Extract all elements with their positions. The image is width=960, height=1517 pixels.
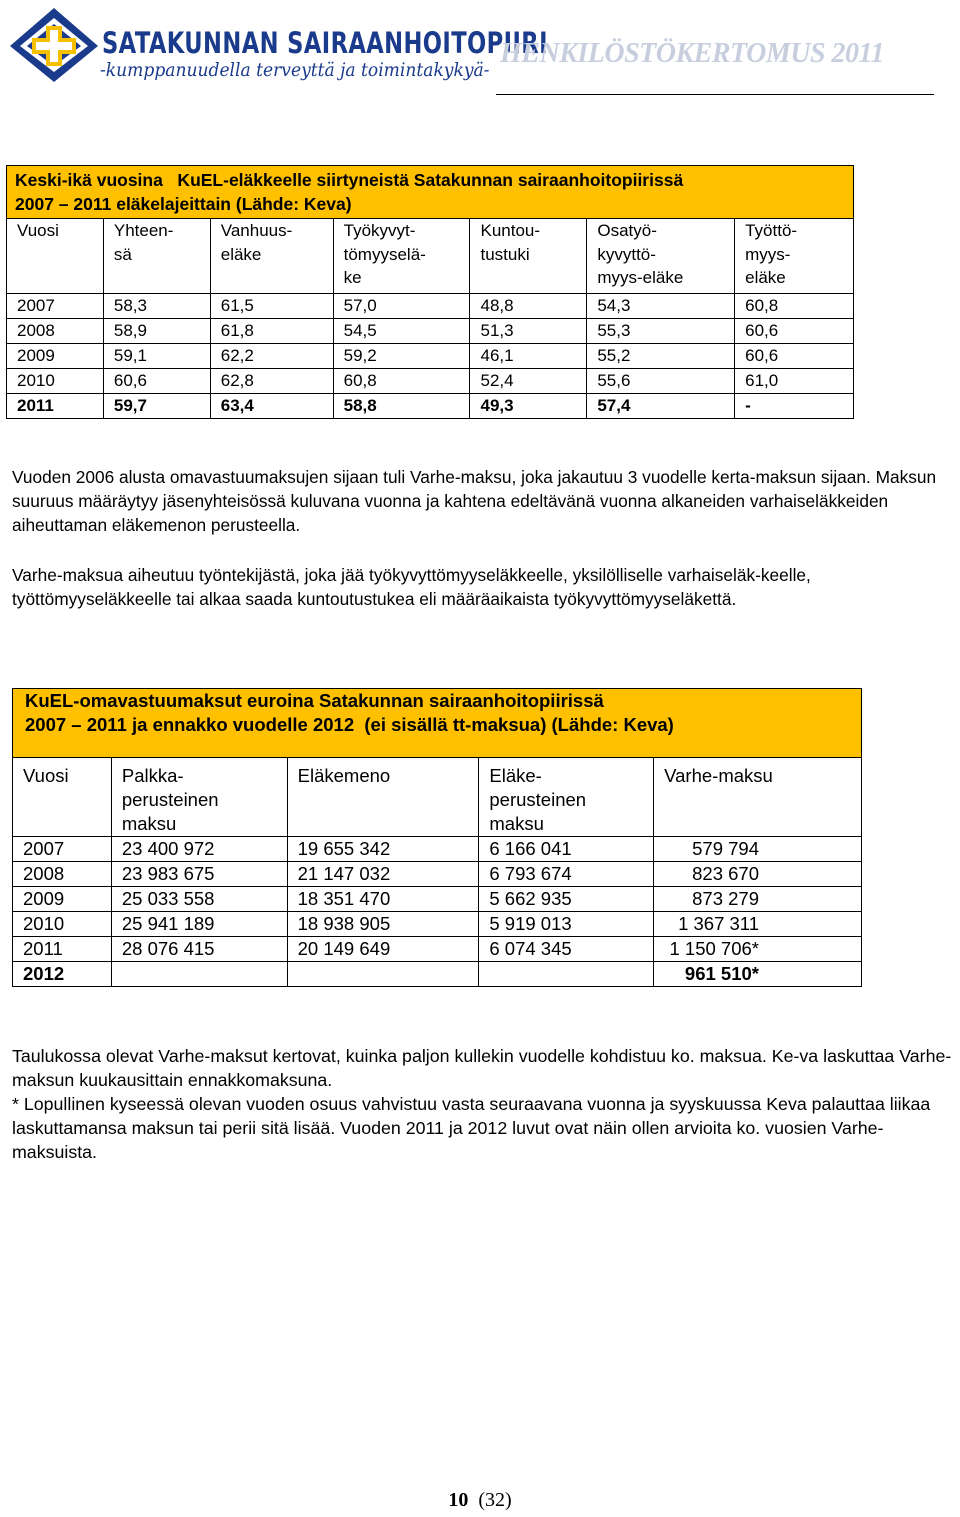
column-header: Vuosi — [7, 219, 104, 294]
table-cell: 18 938 905 — [287, 912, 479, 937]
table-cell: 51,3 — [470, 319, 587, 344]
table-cell: 59,2 — [333, 344, 470, 369]
contribution-table — [12, 688, 862, 987]
table-cell: 58,8 — [333, 394, 470, 419]
body-paragraph: Vuoden 2006 alusta omavastuumaksujen sijaan tuli Varhe-maksu, joka jakautuu 3 vuodelle kerta-maksun sijaan. Maksun suuruus määräytyy jäsenyhteisössä kuluvana vuonna ja kahtena edeltävänä vuonna alkaneiden varhaiseläkkeiden aiheuttaman eläkemenon perusteella. — [12, 467, 937, 535]
body-paragraph: Varhe-maksua aiheutuu työntekijästä, joka jää työkyvyttömyyseläkkeelle, yksilölliselle varhaiseläk-keelle, työttömyyseläkkeelle tai alkaa saada kuntoutustukea eli määräaikaista työkyvyttömyyseläkettä. — [12, 565, 811, 609]
table-cell: 58,3 — [103, 294, 210, 319]
table-cell: 2008 — [7, 319, 104, 344]
table-cell: 55,3 — [587, 319, 735, 344]
column-header: Vanhuus- eläke — [210, 219, 333, 294]
table-cell: 6 074 345 — [479, 937, 654, 962]
table-cell: 60,8 — [735, 294, 854, 319]
table-row — [13, 862, 862, 887]
table-cell: 23 400 972 — [111, 837, 287, 862]
table-row — [13, 937, 862, 962]
table-cell: 25 941 189 — [111, 912, 287, 937]
organization-logo — [8, 6, 100, 84]
caption-line: Keski-ikä vuosina KuEL-eläkkeelle siirtyneistä Satakunnan sairaanhoitopiirissä — [15, 170, 684, 190]
page-number — [0, 1489, 960, 1512]
table-cell: 60,6 — [103, 369, 210, 394]
table-cell: 48,8 — [470, 294, 587, 319]
table-cell: 579 794 — [654, 837, 862, 862]
table-cell: 21 147 032 — [287, 862, 479, 887]
table-cell: 25 033 558 — [111, 887, 287, 912]
table-cell: 62,8 — [210, 369, 333, 394]
column-header: Vuosi — [13, 758, 112, 837]
table-row — [7, 319, 854, 344]
table-cell: 961 510* — [654, 962, 862, 987]
table-cell: 5 919 013 — [479, 912, 654, 937]
table-header-row — [13, 758, 862, 837]
table-cell: 28 076 415 — [111, 937, 287, 962]
table-header-row — [7, 219, 854, 294]
table-row — [13, 837, 862, 862]
table-caption — [7, 166, 854, 219]
table-cell: 1 367 311 — [654, 912, 862, 937]
table-cell: 6 793 674 — [479, 862, 654, 887]
organization-name: SATAKUNNAN SAIRAANHOITOPIIRI — [102, 26, 548, 60]
table-cell: 2009 — [13, 887, 112, 912]
column-header: Varhe-maksu — [654, 758, 862, 837]
table-cell — [479, 962, 654, 987]
table-cell: 18 351 470 — [287, 887, 479, 912]
column-header: Eläke- perusteinen maksu — [479, 758, 654, 837]
table-row — [13, 887, 862, 912]
table-cell: 19 655 342 — [287, 837, 479, 862]
table-cell: 58,9 — [103, 319, 210, 344]
table-cell: 49,3 — [470, 394, 587, 419]
table-cell: 2011 — [7, 394, 104, 419]
table-cell: 62,2 — [210, 344, 333, 369]
table-cell: 2010 — [13, 912, 112, 937]
table-cell: 60,6 — [735, 319, 854, 344]
table-cell: 54,5 — [333, 319, 470, 344]
table-cell — [287, 962, 479, 987]
table-row — [7, 294, 854, 319]
table-row — [7, 394, 854, 419]
table-caption — [13, 689, 862, 758]
column-header: Työttö- myys- eläke — [735, 219, 854, 294]
table-cell: 60,8 — [333, 369, 470, 394]
caption-line: 2007 – 2011 ja ennakko vuodelle 2012 (ei sisällä tt-maksua) (Lähde: Keva) — [25, 714, 674, 735]
column-header: Palkka- perusteinen maksu — [111, 758, 287, 837]
table-cell: 54,3 — [587, 294, 735, 319]
column-header: Työkyvyt- tömyyselä- ke — [333, 219, 470, 294]
table-cell: 2008 — [13, 862, 112, 887]
table-cell: 6 166 041 — [479, 837, 654, 862]
retirement-age-table — [6, 165, 854, 419]
table-cell: 873 279 — [654, 887, 862, 912]
table-cell: 59,7 — [103, 394, 210, 419]
table-cell: 61,0 — [735, 369, 854, 394]
table-cell: 5 662 935 — [479, 887, 654, 912]
table-row — [7, 344, 854, 369]
table-cell: 823 670 — [654, 862, 862, 887]
table-cell: 2009 — [7, 344, 104, 369]
table-cell: 57,0 — [333, 294, 470, 319]
table-cell: 2011 — [13, 937, 112, 962]
header-divider — [496, 94, 934, 95]
column-header: Kuntou- tustuki — [470, 219, 587, 294]
table-cell: 55,6 — [587, 369, 735, 394]
organization-slogan: -kumppanuudella terveyttä ja toimintakykyä- — [100, 59, 490, 81]
page-current: 10 — [448, 1489, 469, 1511]
table-cell: 57,4 — [587, 394, 735, 419]
table-row — [13, 962, 862, 987]
table-cell: 52,4 — [470, 369, 587, 394]
table-cell: 61,8 — [210, 319, 333, 344]
column-header: Eläkemeno — [287, 758, 479, 837]
table-cell: 2007 — [7, 294, 104, 319]
table-cell: 59,1 — [103, 344, 210, 369]
caption-line: KuEL-omavastuumaksut euroina Satakunnan sairaanhoitopiirissä — [25, 690, 604, 711]
report-title: HENKILÖSTÖKERTOMUS 2011 — [500, 38, 884, 69]
column-header: Yhteen- sä — [103, 219, 210, 294]
table-cell: 20 149 649 — [287, 937, 479, 962]
column-header: Osatyö- kyvyttö- myys-eläke — [587, 219, 735, 294]
footnote-paragraph: * Lopullinen kyseessä olevan vuoden osuus vahvistuu vasta seuraavana vuonna ja syyskuussa Keva palauttaa liikaa laskuttamansa maksun tai perii sitä lisää. Vuoden 2011 ja 2012 luvut ovat näin ollen arvioita ko. vuosien Varhe-maksuista. — [12, 1094, 931, 1162]
table-cell: 1 150 706* — [654, 937, 862, 962]
body-paragraph: Taulukossa olevat Varhe-maksut kertovat, kuinka paljon kullekin vuodelle kohdistuu ko. maksua. Ke-va laskuttaa Varhe-maksun kuukausittain ennakkomaksuna. — [12, 1046, 952, 1090]
table-cell: 55,2 — [587, 344, 735, 369]
table-cell: - — [735, 394, 854, 419]
table-cell: 2007 — [13, 837, 112, 862]
caption-line: 2007 – 2011 eläkelajeittain (Lähde: Keva) — [15, 194, 352, 214]
table-cell — [111, 962, 287, 987]
table-cell: 60,6 — [735, 344, 854, 369]
table-cell: 2012 — [13, 962, 112, 987]
table-cell: 63,4 — [210, 394, 333, 419]
table-cell: 46,1 — [470, 344, 587, 369]
table-cell: 61,5 — [210, 294, 333, 319]
table-cell: 23 983 675 — [111, 862, 287, 887]
page-total: (32) — [478, 1489, 512, 1511]
table-cell: 2010 — [7, 369, 104, 394]
table-row — [7, 369, 854, 394]
table-row — [13, 912, 862, 937]
